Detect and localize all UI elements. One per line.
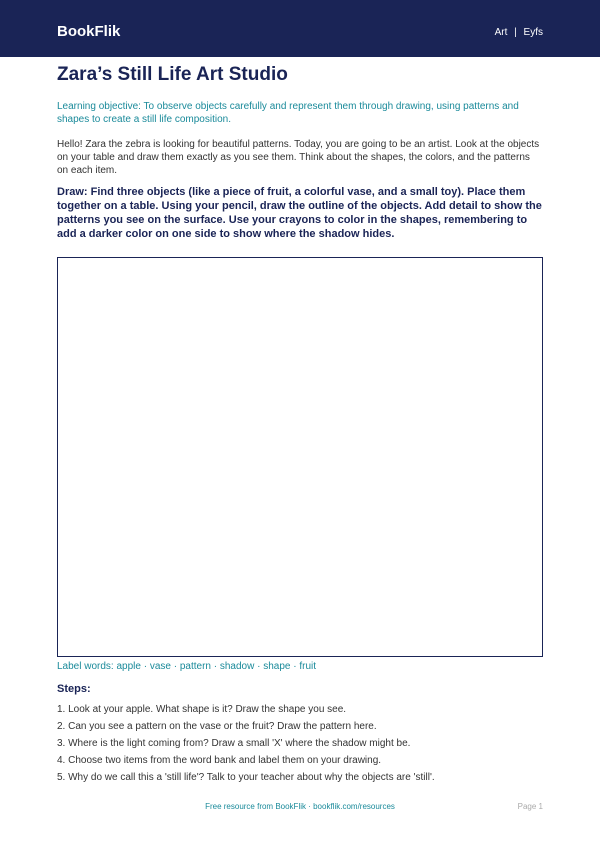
steps-heading: Steps: xyxy=(57,683,91,695)
draw-instruction: Draw: Find three objects (like a piece of fruit, a colorful vase, and a small toy). Place them together on a table. Using your pencil, draw the outline of the objects. Add detail to show the patterns you see on the surface. Use your crayons to color in the shapes, remembering to add a darker color on one side to show where the shadow hides. xyxy=(57,186,542,240)
step-item: 5. Why do we call this a 'still life'? Talk to your teacher about why the objects are 'still'. xyxy=(57,772,435,783)
step-item: 2. Can you see a pattern on the vase or the fruit? Draw the pattern here. xyxy=(57,721,377,732)
subject-label: Art xyxy=(494,27,508,38)
learning-objective: Learning objective: To observe objects carefully and represent them through drawing, using patterns and shapes to create a still life composition. xyxy=(57,101,519,125)
step-item: 3. Where is the light coming from? Draw a small 'X' where the shadow might be. xyxy=(57,738,411,749)
drawing-area[interactable] xyxy=(57,257,543,657)
subject-level xyxy=(495,27,543,38)
intro-text: Hello! Zara the zebra is looking for beautiful patterns. Today, you are going to be an artist. Look at the objects on your table and draw them exactly as you see them. Think about the shapes, the colors, and the patterns on each item. xyxy=(57,139,540,176)
page-number: Page 1 xyxy=(517,802,543,811)
level-label: Eyfs xyxy=(523,27,543,38)
step-item: 1. Look at your apple. What shape is it? Draw the shape you see. xyxy=(57,704,347,715)
label-word-bank: Label words: apple · vase · pattern · shadow · shape · fruit xyxy=(57,661,317,672)
header-bar xyxy=(0,0,600,57)
meta-separator: | xyxy=(514,27,517,38)
step-item: 4. Choose two items from the word bank and label them on your drawing. xyxy=(57,755,382,766)
brand-logo[interactable]: BookFlik xyxy=(57,23,121,40)
footer-resource-link[interactable]: Free resource from BookFlik · bookflik.com/resources xyxy=(205,802,395,811)
steps-list xyxy=(57,701,543,786)
page-title: Zara’s Still Life Art Studio xyxy=(57,64,288,85)
